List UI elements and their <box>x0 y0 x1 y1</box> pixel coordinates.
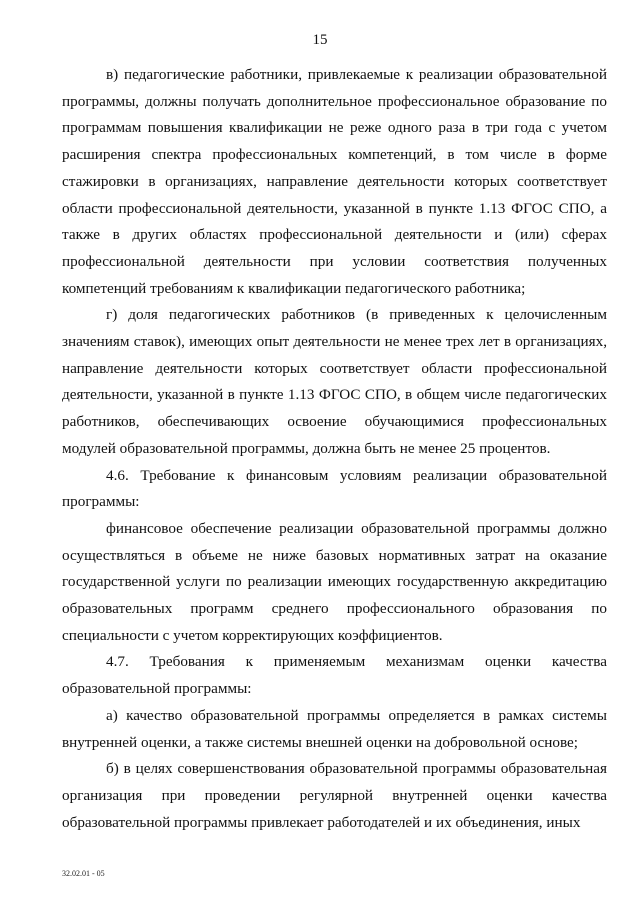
page-number: 15 <box>312 32 328 48</box>
paragraph-b-improvement: б) в целях совершенствования образовательной программы образовательная организация при проведении регулярной внутренней оценки качества образовательной программы привлекает работодателей и их объединения, иных <box>62 760 607 831</box>
document-body <box>62 62 607 836</box>
paragraph-v-teacher-training: в) педагогические работники, привлекаемые к реализации образовательной программы, должны получать дополнительное профессиональное образование по программам повышения квалификации не реже одного раза в три года с учетом расширения спектра профессиональных компетенций, в том числе в форме стажировки в организациях, направление деятельности которых соответствует области профессиональной деятельности, указанной в пункте 1.13 ФГОС СПО, а также в других областях профессиональной деятельности и (или) сферах профессиональной деятельности при условии соответствия полученных компетенций требованиям к квалификации педагогического работника; <box>62 66 607 297</box>
paragraph-4-7-heading: 4.7. Требования к применяемым механизмам оценки качества образовательной программы: <box>62 653 607 698</box>
paragraph-4-6-heading: 4.6. Требование к финансовым условиям реализации образовательной программы: <box>62 466 607 511</box>
document-code: 32.02.01 - 05 <box>62 869 105 878</box>
paragraph-g-teacher-share: г) доля педагогических работников (в приведенных к целочисленным значениям ставок), имеющих опыт деятельности не менее трех лет в организациях, направление деятельности которых соответствует области профессиональной деятельности, указанной в пункте 1.13 ФГОС СПО, в общем числе педагогических работников, обеспечивающих освоение обучающимися профессиональных модулей образовательной программы, должна быть не менее 25 процентов. <box>62 306 607 457</box>
paragraph-a-quality-assessment: а) качество образовательной программы определяется в рамках системы внутренней оценки, а также системы внешней оценки на добровольной основе; <box>62 706 607 751</box>
paragraph-financial-support: финансовое обеспечение реализации образовательной программы должно осуществляться в объеме не ниже базовых нормативных затрат на оказание государственной услуги по реализации имеющих государственную аккредитацию образовательных программ среднего профессионального образования по специальности с учетом корректирующих коэффициентов. <box>62 519 607 644</box>
